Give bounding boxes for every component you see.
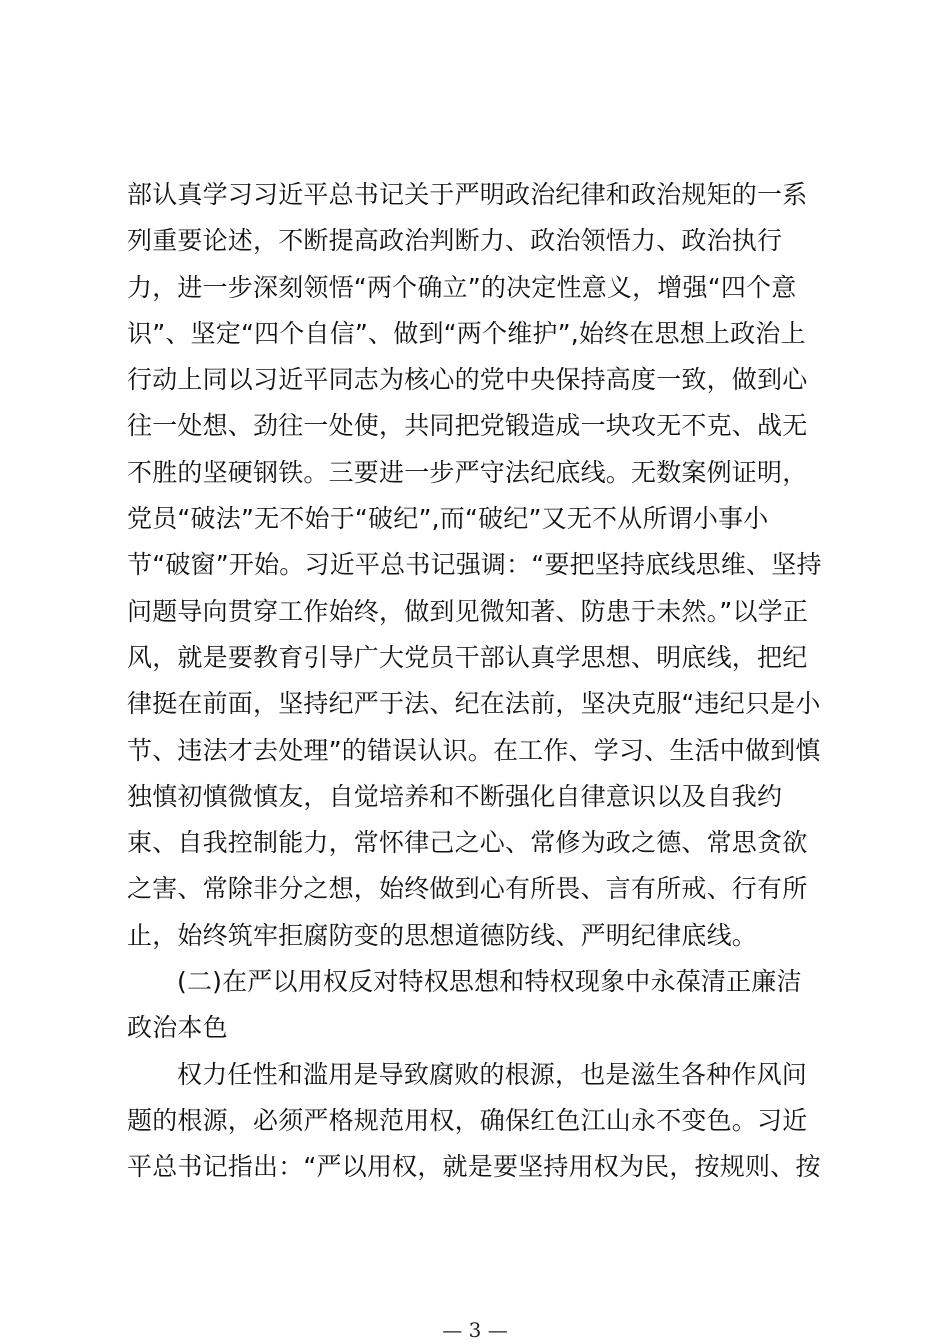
- text-line: 列重要论述，不断提高政治判断力、政治领悟力、政治执行: [127, 226, 783, 256]
- text-line: 止，始终筑牢拒腐防变的思想道德防线、严明纪律底线。: [127, 920, 758, 950]
- text-line: 问题导向贯穿工作始终，做到见微知著、防患于未然。”以学正: [127, 596, 809, 626]
- text-line: 权力任性和滥用是导致腐败的根源，也是滋生各种作风问: [177, 1059, 808, 1089]
- text-line: 风，就是要教育引导广大党员干部认真学思想、明底线，把纪: [127, 642, 808, 672]
- text-line: 力，进一步深刻领悟“两个确立”的决定性意义，增强“四个意: [127, 272, 797, 302]
- section-heading: (二)在严以用权反对特权思想和特权现象中永葆清正廉洁: [177, 967, 802, 997]
- text-line: 束、自我控制能力，常怀律己之心、常修为政之德、常思贪欲: [127, 828, 808, 858]
- body-text: [127, 172, 847, 1191]
- text-line: 节、违法才去处理”的错误认识。在工作、学习、生活中做到慎: [127, 735, 821, 765]
- section-heading-continued: 政治本色: [127, 1013, 228, 1043]
- text-line: 律挺在前面，坚持纪严于法、纪在法前，坚决克服“违纪只是小: [127, 689, 821, 719]
- page-number: — 3 —: [442, 1318, 508, 1342]
- text-line: 识”、坚定“四个自信”、做到“两个维护”,始终在思想上政治上: [127, 318, 806, 348]
- text-line: 独慎初慎微慎友，自觉培养和不断强化自律意识以及自我约: [127, 781, 783, 811]
- text-line: 不胜的坚硬钢铁。三要进一步严守法纪底线。无数案例证明，: [127, 457, 808, 487]
- text-line: 之害、常除非分之想，始终做到心有所畏、言有所戒、行有所: [127, 874, 808, 904]
- text-line: 往一处想、劲往一处使，共同把党锻造成一块攻无不克、战无: [127, 411, 808, 441]
- text-line: 党员“破法”无不始于“破纪”,而“破纪”又无不从所谓小事小: [127, 504, 769, 534]
- text-line: 平总书记指出：“严以用权，就是要坚持用权为民，按规则、按: [127, 1152, 821, 1182]
- text-line: 题的根源，必须严格规范用权，确保红色江山永不变色。习近: [127, 1105, 808, 1135]
- text-line: 行动上同以习近平同志为核心的党中央保持高度一致，做到心: [127, 365, 808, 395]
- text-line: 节“破窗”开始。习近平总书记强调：“要把坚持底线思维、坚持: [127, 550, 822, 580]
- text-line: 部认真学习习近平总书记关于严明政治纪律和政治规矩的一系: [127, 180, 808, 209]
